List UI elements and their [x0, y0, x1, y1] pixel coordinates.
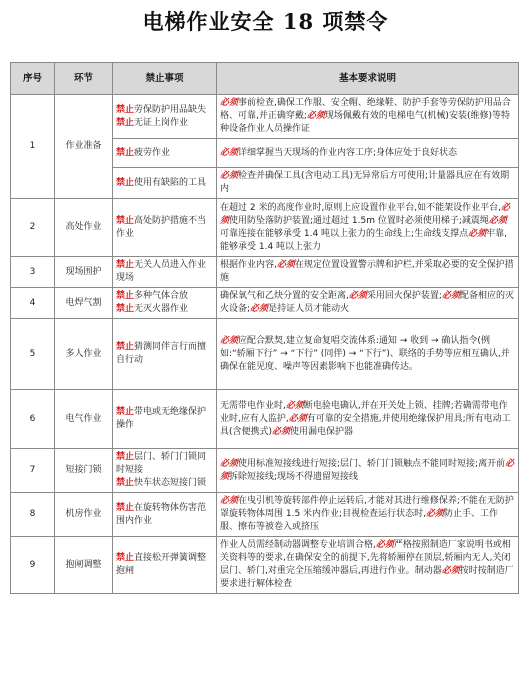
requirement-text: 检查并确保工具(含电动工具)无异常后方可使用;计量器具应在有效期内	[220, 171, 510, 194]
prohibition-cell	[113, 449, 217, 493]
prohibition-text: 带电或无绝缘保护操作	[116, 407, 207, 430]
must-keyword: 必须	[468, 228, 487, 239]
requirement-text: 严格按照制造厂家说明书或相关资料等的要求,在确保安全的前提下,先将轿厢停在顶层,轿厢内无人,关闭层门、轿门,对重完全压缩缓冲器后,再进行作业。制动器	[220, 540, 511, 576]
prohibition-item	[116, 552, 213, 578]
must-keyword: 必须	[276, 260, 295, 270]
row-number: 4	[11, 288, 55, 319]
row-segment: 抱闸调整	[55, 537, 113, 594]
must-keyword: 必须	[220, 98, 239, 108]
row-segment: 多人作业	[55, 319, 113, 390]
prohibit-keyword: 禁止	[116, 177, 135, 188]
requirement-cell	[217, 95, 519, 139]
requirement-text: 使用防坠落防护装置;通过超过 1.5m 位置时必须使用梯子;减震绳	[229, 215, 489, 226]
requirement-text: 可靠连接在能够承受 1.4 吨以上张力的生命线上;生命线支撑点	[220, 228, 469, 239]
must-keyword: 必须	[220, 171, 239, 181]
must-keyword: 必须	[220, 335, 239, 346]
prohibition-cell	[113, 257, 217, 288]
prohibition-text: 在旋转物体伤害范围内作业	[116, 502, 207, 526]
prohibition-item	[116, 117, 213, 130]
row-number: 6	[11, 390, 55, 449]
prohibition-item	[116, 406, 213, 432]
row-number: 1	[11, 95, 55, 199]
must-keyword: 必须	[488, 215, 507, 226]
prohibit-keyword: 禁止	[116, 117, 135, 128]
row-number: 8	[11, 493, 55, 537]
must-keyword: 必须	[285, 400, 304, 411]
must-keyword: 必须	[425, 509, 444, 519]
requirement-text: 详细掌握当天现场的作业内容工序;身体应处于良好状态	[238, 147, 458, 158]
prohibition-text: 疲劳作业	[134, 147, 171, 158]
table-row	[11, 95, 519, 139]
header-requirements: 基本要求说明	[217, 63, 519, 95]
requirement-text: 无需带电作业时,	[220, 400, 286, 411]
row-segment: 电气作业	[55, 390, 113, 449]
requirement-text: 按时按制造厂要求进行解体检查	[220, 566, 514, 589]
table-row	[11, 319, 519, 390]
requirement-text: 事前检查,确保工作服、安全帽、绝缘鞋、防护手套等劳保防护用品合格、可靠,并正确穿戴;	[220, 98, 511, 121]
row-segment: 作业准备	[55, 95, 113, 199]
requirement-text: 拆除短接线;现场不得遗留短接线	[229, 471, 359, 482]
requirement-text: 牢靠,能够承受 1.4 吨以上张力	[220, 228, 507, 252]
table-row	[11, 257, 519, 288]
must-keyword: 必须	[272, 426, 291, 437]
prohibition-text: 无灭火器作业	[134, 304, 189, 314]
prohibition-item	[116, 104, 213, 117]
prohibitions-table	[10, 62, 519, 594]
requirement-cell	[217, 319, 519, 390]
prohibit-keyword: 禁止	[116, 104, 135, 115]
requirement-cell	[217, 390, 519, 449]
requirement-text: 应配合默契,建立复命复唱交流体系:通知 → 收到 → 确认指令(例如:“轿厢下行” → “下行” (同伴) → “下行”)、联络的手势等应相互确认,并确保在能见度、噪声等因素影响下也能准确传达。	[220, 335, 510, 372]
requirement-text: 使用漏电保护器	[290, 426, 354, 437]
prohibition-text: 使用有缺陷的工具	[134, 177, 207, 188]
row-number: 3	[11, 257, 55, 288]
prohibition-cell	[113, 139, 217, 168]
requirement-text: 使用标准短接线进行短接;层门、轿门门锁触点不能同时短接;离开前	[238, 458, 506, 469]
prohibition-text: 层门、轿门门锁同时短接	[116, 452, 207, 475]
prohibition-item	[116, 259, 213, 285]
prohibition-cell	[113, 390, 217, 449]
prohibition-text: 无关人员进入作业现场	[116, 260, 207, 283]
table-row	[11, 537, 519, 594]
prohibition-cell	[113, 199, 217, 257]
must-keyword: 必须	[220, 458, 515, 482]
prohibition-cell	[113, 95, 217, 139]
prohibition-text: 快车状态短接门锁	[134, 478, 207, 488]
must-keyword: 必须	[306, 111, 325, 121]
prohibition-cell	[113, 537, 217, 594]
requirement-cell	[217, 199, 519, 257]
requirement-cell	[217, 493, 519, 537]
prohibition-item	[116, 177, 213, 190]
prohibition-text: 劳保防护用品缺失	[134, 104, 207, 115]
row-number: 7	[11, 449, 55, 493]
prohibition-item	[116, 290, 213, 303]
must-keyword: 必须	[441, 566, 460, 576]
requirement-cell	[217, 168, 519, 199]
requirement-text: 断电验电确认,并在开关处上锁、挂牌;若确需带电作业时,应有人监护,	[220, 400, 508, 424]
row-number: 5	[11, 319, 55, 390]
page-title: 电梯作业安全 18 项禁令	[142, 9, 389, 34]
must-keyword: 必须	[250, 304, 269, 314]
requirement-text: 根据作业内容,	[220, 260, 277, 270]
requirement-cell	[217, 139, 519, 168]
prohibition-item	[116, 477, 213, 490]
requirement-cell	[217, 449, 519, 493]
prohibition-item	[116, 215, 213, 241]
prohibit-keyword: 禁止	[116, 342, 135, 352]
prohibition-cell	[113, 493, 217, 537]
table-body	[11, 95, 519, 594]
requirement-text: 配备相应的灭火设备;	[220, 291, 514, 314]
requirement-cell	[217, 257, 519, 288]
header-number: 序号	[11, 63, 55, 95]
requirement-text: 有可靠的安全措施,并使用绝缘保护用具;所有电动工具(含便携式)	[220, 413, 511, 437]
requirement-text: 在曳引机等旋转部件停止运转后,才能对其进行维修保养;不能在无防护罩旋转物体周围 1.5 米内作业;目视检查运行状态时,	[220, 496, 514, 519]
prohibition-text: 高处防护措施不当作业	[116, 215, 207, 239]
prohibit-keyword: 禁止	[116, 553, 135, 563]
prohibit-keyword: 禁止	[116, 291, 135, 301]
must-keyword: 必须	[220, 496, 239, 506]
requirement-text: 在超过 2 米的高度作业时,原则上应设置作业平台,如不能架设作业平台,	[220, 202, 502, 213]
prohibition-item	[116, 502, 213, 528]
row-number: 9	[11, 537, 55, 594]
table-row	[11, 449, 519, 493]
requirement-text: 是持证人员才能动火	[268, 304, 350, 314]
must-keyword: 必须	[375, 540, 394, 550]
header-prohibitions: 禁止事项	[113, 63, 217, 95]
prohibition-text: 直接松开弹簧调整抱闸	[116, 553, 207, 576]
prohibition-text: 多种气体合放	[134, 291, 189, 301]
must-keyword: 必须	[348, 291, 367, 301]
table-row	[11, 390, 519, 449]
table-row	[11, 288, 519, 319]
prohibition-item	[116, 303, 213, 316]
header-segment: 环节	[55, 63, 113, 95]
prohibit-keyword: 禁止	[116, 215, 135, 226]
requirement-cell	[217, 537, 519, 594]
prohibition-cell	[113, 288, 217, 319]
requirement-text: 作业人员需经制动器调整专业培训合格,	[220, 540, 376, 550]
requirement-cell	[217, 288, 519, 319]
prohibit-keyword: 禁止	[116, 502, 135, 513]
table-row	[11, 199, 519, 257]
must-keyword: 必须	[220, 202, 511, 226]
row-segment: 高处作业	[55, 199, 113, 257]
row-segment: 短接门锁	[55, 449, 113, 493]
row-number: 2	[11, 199, 55, 257]
prohibit-keyword: 禁止	[116, 304, 135, 314]
prohibition-text: 无证上岗作业	[134, 117, 189, 128]
requirement-text: 采用回火保护装置;	[366, 291, 442, 301]
row-segment: 现场围护	[55, 257, 113, 288]
prohibit-keyword: 禁止	[116, 407, 135, 417]
prohibit-keyword: 禁止	[116, 260, 135, 270]
prohibition-item	[116, 341, 213, 367]
prohibition-cell	[113, 319, 217, 390]
table-row	[11, 493, 519, 537]
prohibition-item	[116, 451, 213, 477]
must-keyword: 必须	[288, 413, 307, 424]
row-segment: 电焊气割	[55, 288, 113, 319]
must-keyword: 必须	[220, 147, 239, 158]
row-segment: 机房作业	[55, 493, 113, 537]
prohibition-item	[116, 147, 213, 160]
prohibit-keyword: 禁止	[116, 478, 135, 488]
must-keyword: 必须	[441, 291, 460, 301]
requirement-text: 现场佩戴有效的电梯电气(机械)安装(维修)等特种设备作业人员操作证	[220, 111, 510, 134]
requirement-text: 在规定位置设置警示牌和护栏,并采取必要的安全保护措施	[220, 260, 514, 283]
requirement-text: 防止手、工作服、擦布等被卷入或挤压	[220, 509, 498, 532]
requirement-text: 确保氧气和乙炔分置的安全距离,	[220, 291, 349, 301]
prohibition-text: 猜测同伴言行而擅自行动	[116, 342, 207, 365]
table-header-row	[11, 63, 519, 95]
prohibit-keyword: 禁止	[116, 147, 135, 158]
must-keyword: 必须	[220, 458, 239, 469]
prohibition-cell	[113, 168, 217, 199]
prohibit-keyword: 禁止	[116, 452, 135, 462]
